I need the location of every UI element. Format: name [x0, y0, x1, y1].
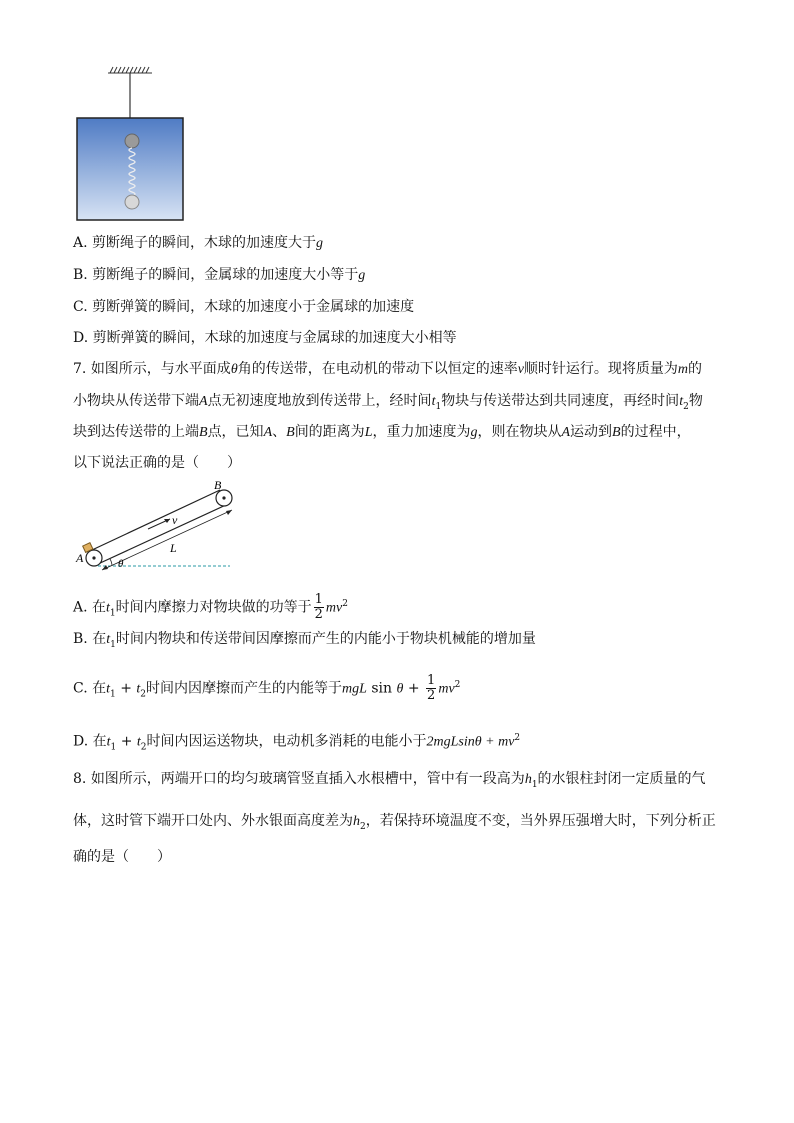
- q6-option-a: A. 剪断绳子的瞬间，木球的加速度大于g: [73, 235, 324, 251]
- q7-line-4: 以下说法正确的是（ ）: [73, 455, 241, 471]
- figure-conveyor: [72, 476, 237, 572]
- belt-bottom: [98, 504, 228, 564]
- wood-ball: [125, 134, 139, 148]
- label-l: L: [170, 541, 177, 555]
- label-theta: θ: [118, 558, 124, 570]
- label-b: B: [214, 478, 222, 492]
- q8-line-2: 体，这时管下端开口处内、外水银面高度差为$h_2$，若保持环境温度不变，当外界压强增大时，下列分析正: [73, 813, 716, 832]
- metal-ball: [125, 195, 139, 209]
- q7-option-b: B. 在$t_1$时间内物块和传送带间因摩擦而产生的内能小于物块机械能的增加量: [73, 631, 536, 650]
- figure-spring-container: [72, 62, 187, 224]
- q7-option-c: C. 在$t_1 + t_2$时间内因摩擦而产生的内能等于mgL sin θ + $\frac{1}{2}$ $mv^2$: [73, 673, 461, 704]
- q6-option-c: C. 剪断弹簧的瞬间，木球的加速度小于金属球的加速度: [73, 299, 415, 315]
- q7-option-a: A. 在$t_1$时间内摩擦力对物块做的功等于 $\frac{1}{2}$ $mv^2$: [73, 592, 348, 623]
- q6-option-d: D. 剪断弹簧的瞬间，木球的加速度与金属球的加速度大小相等: [73, 330, 457, 346]
- conveyor-svg: [72, 476, 237, 572]
- belt-top: [92, 490, 220, 550]
- q8-line-3: 确的是（ ）: [73, 849, 171, 865]
- spring-container-svg: [72, 62, 187, 224]
- ceiling-hatch: [108, 67, 152, 73]
- label-v: v: [172, 513, 178, 527]
- q6-option-b: B. 剪断绳子的瞬间，金属球的加速度大小等于g: [73, 267, 366, 283]
- q8-line-1: 8. 如图所示，两端开口的均匀玻璃管竖直插入水根槽中，管中有一段高为$h_1$的水银柱封闭一定质量的气: [73, 771, 706, 790]
- q7-line-1: 7. 如图所示，与水平面成θ角的传送带，在电动机的带动下以恒定的速率v顺时针运行。现将质量为m的: [73, 361, 703, 377]
- q7-line-2: 小物块从传送带下端A点无初速度地放到传送带上，经时间$t_1$物块与传送带达到共同速度，再经时间$t_2$物: [73, 393, 703, 412]
- q7-line-3: 块到达传送带的上端B点，已知A、B间的距离为L，重力加速度为g，则在物块从A运动到B的过程中，: [73, 424, 691, 440]
- label-a: A: [76, 551, 84, 565]
- q7-option-d: D. 在$t_1 + t_2$时间内因运送物块，电动机多消耗的电能小于$2mgLsin\theta + mv^2$: [73, 733, 521, 753]
- theta-arc: [110, 559, 112, 566]
